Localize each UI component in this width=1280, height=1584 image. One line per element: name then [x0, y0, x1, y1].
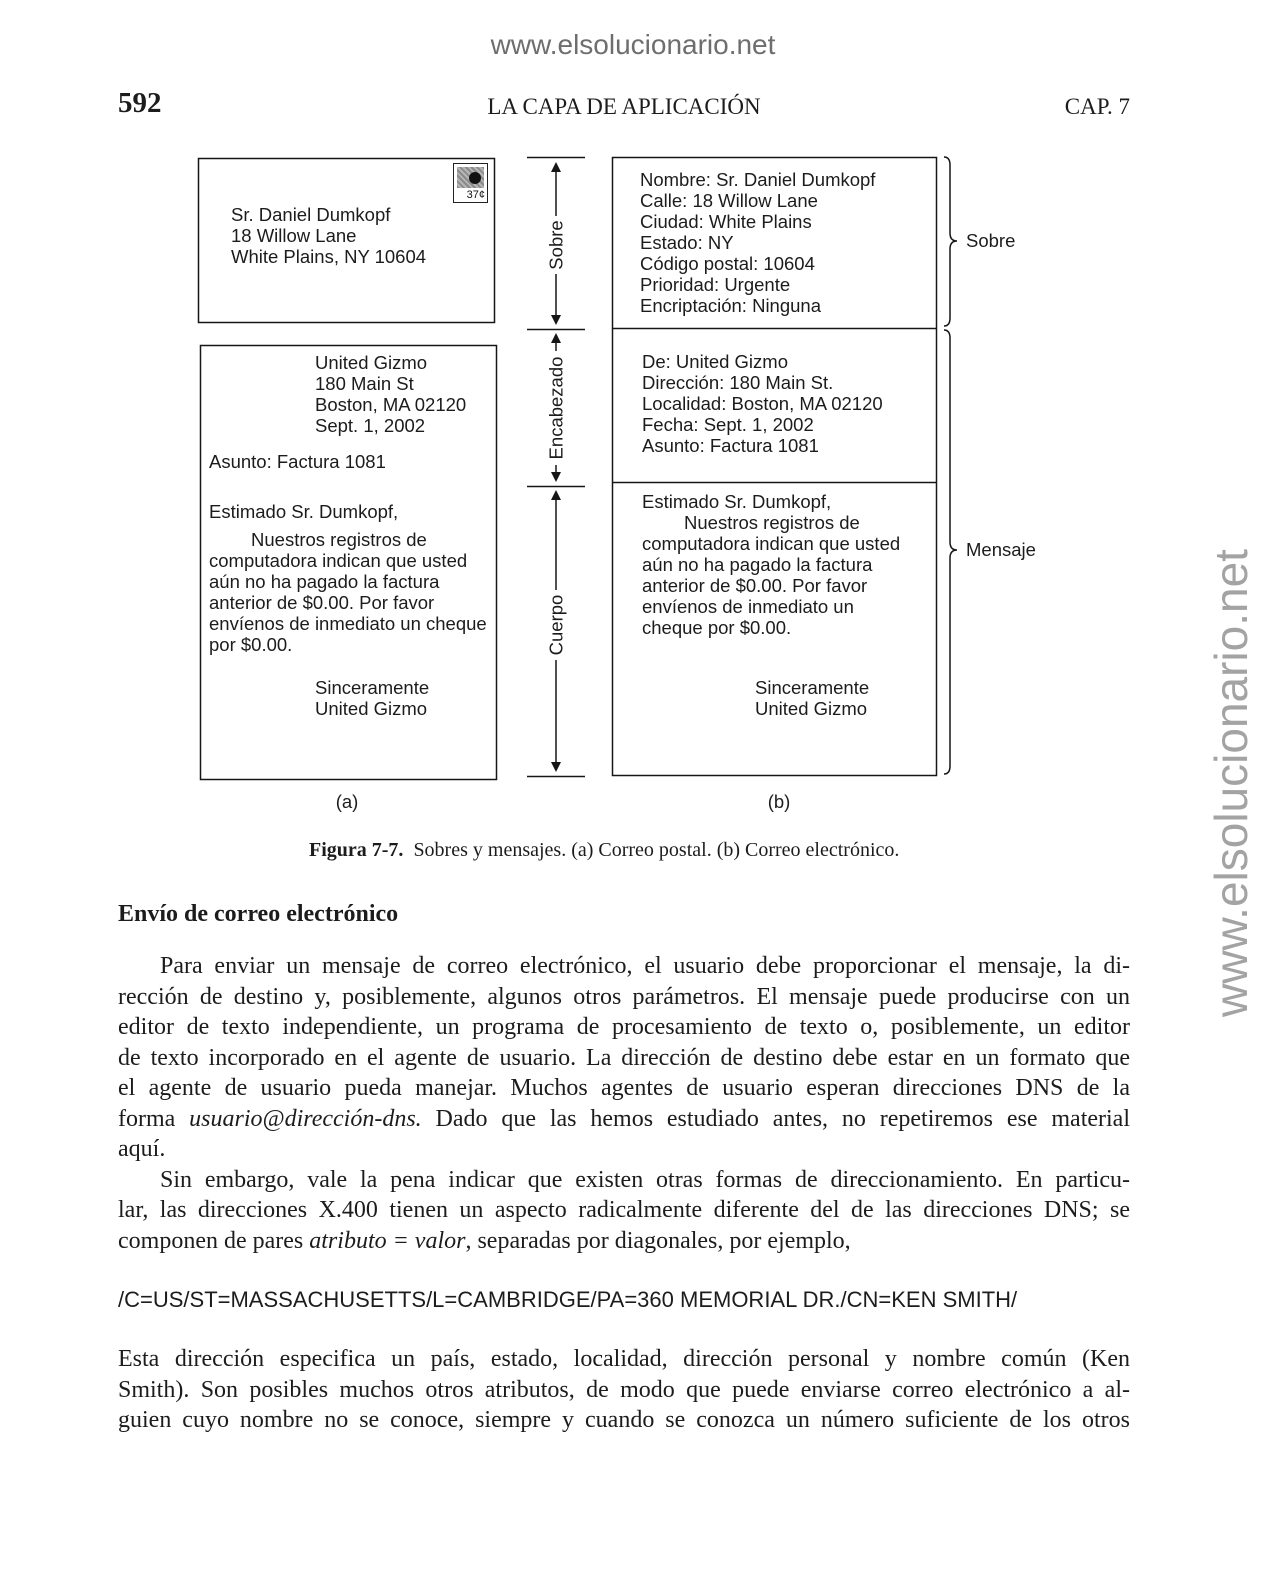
- text-line: Esta dirección especifica un país, estado, localidad, dirección personal y nombre común (Ken: [118, 1346, 1130, 1372]
- text-line: Sin embargo, vale la pena indicar que existen otras formas de direccionamiento. En particu-: [160, 1166, 1130, 1193]
- body-line: envíenos de inmediato un: [642, 596, 854, 617]
- subfigure-label-a: (a): [335, 791, 359, 812]
- body-line: aún no ha pagado la factura: [642, 554, 873, 575]
- caption-text: Sobres y mensajes. (a) Correo postal. (b) Correo electrónico.: [413, 839, 900, 861]
- envelope-field: Encriptación: Ninguna: [640, 295, 821, 316]
- text-line: guien cuyo nombre no se conoce, siempre y cuando se conozca un número suficiente de los otros: [118, 1407, 1130, 1433]
- body-line: anterior de $0.00. Por favor: [642, 575, 868, 596]
- email-greeting: Estimado Sr. Dumkopf,: [642, 491, 832, 512]
- header-field: Asunto: Factura 1081: [642, 435, 819, 456]
- example-x400-address: /C=US/ST=MASSACHUSETTS/L=CAMBRIDGE/PA=360 MEMORIAL DR./CN=KEN SMITH/: [118, 1287, 1018, 1312]
- envelope-field: Estado: NY: [640, 232, 734, 253]
- sender-line: Sept. 1, 2002: [315, 415, 426, 436]
- envelope-field: Código postal: 10604: [640, 253, 815, 274]
- emphasized-term: usuario@dirección-dns.: [189, 1105, 422, 1132]
- postal-sender-block: [315, 352, 466, 436]
- closing-line: United Gizmo: [755, 698, 868, 719]
- marker-label-body: Cuerpo: [545, 594, 567, 656]
- paragraph: [118, 951, 1130, 1165]
- text-segment: , separadas por diagonales, por ejemplo,: [465, 1227, 851, 1254]
- body-arrow-down: [551, 762, 561, 772]
- postal-closing: [315, 677, 429, 719]
- header-field: Localidad: Boston, MA 02120: [642, 393, 883, 414]
- header-field: Dirección: 180 Main St.: [642, 372, 834, 393]
- brace-label-envelope: Sobre: [966, 230, 1016, 251]
- email-envelope-fields: [640, 169, 875, 316]
- envelope-brace: [944, 157, 957, 326]
- stamp-picture: [457, 167, 484, 188]
- postal-subject: Asunto: Factura 1081: [209, 451, 386, 472]
- body-line: anterior de $0.00. Por favor: [209, 592, 435, 613]
- stamp-emblem-icon: [469, 172, 481, 184]
- text-line: aquí.: [118, 1136, 166, 1162]
- page-number: 592: [118, 87, 162, 119]
- figure-caption: [309, 838, 899, 862]
- body-arrow-up: [551, 490, 561, 500]
- envelope-arrow-down: [551, 315, 561, 325]
- envelope-field: Calle: 18 Willow Lane: [640, 190, 818, 211]
- marker-label-header: Encabezado: [545, 356, 567, 460]
- text-segment: componen de pares: [118, 1227, 310, 1254]
- postal-envelope-address: [231, 204, 426, 267]
- envelope-arrow-up: [551, 162, 561, 172]
- text-line: lar, las direcciones X.400 tienen un aspecto radicalmente diferente del de las direcciones DNS; se: [118, 1197, 1130, 1223]
- chapter-label: CAP. 7: [1064, 94, 1130, 119]
- email-body: [642, 512, 900, 638]
- text-segment: Dado que las hemos estudiado antes, no repetiremos ese material: [421, 1105, 1130, 1132]
- header-field: De: United Gizmo: [642, 351, 788, 372]
- body-line: envíenos de inmediato un cheque: [209, 613, 487, 634]
- text-line: [118, 1104, 1130, 1135]
- envelope-field: Nombre: Sr. Daniel Dumkopf: [640, 169, 876, 190]
- postal-body: [209, 529, 487, 655]
- subfigure-label-b: (b): [767, 791, 791, 812]
- header-field: Fecha: Sept. 1, 2002: [642, 414, 814, 435]
- text-line: Smith). Son posibles muchos otros atributos, de modo que puede enviarse correo electrónico a al-: [118, 1376, 1130, 1403]
- running-title: LA CAPA DE APLICACIÓN: [487, 94, 761, 119]
- emphasized-term: atributo = valor: [309, 1227, 466, 1254]
- body-line: computadora indican que usted: [642, 533, 901, 554]
- marker-label-envelope: Sobre: [545, 220, 567, 270]
- address-line: 18 Willow Lane: [231, 225, 357, 246]
- envelope-field: Ciudad: White Plains: [640, 211, 812, 232]
- closing-line: United Gizmo: [315, 698, 428, 719]
- message-brace: [944, 330, 957, 774]
- address-line: White Plains, NY 10604: [231, 246, 427, 267]
- sender-line: Boston, MA 02120: [315, 394, 467, 415]
- body-line: Nuestros registros de: [251, 529, 427, 550]
- brace-label-message: Mensaje: [966, 539, 1036, 560]
- paragraph: [118, 1344, 1130, 1436]
- body-line: cheque por $0.00.: [642, 617, 792, 638]
- text-line: rección de destino y, posiblemente, algunos otros parámetros. El mensaje puede producirse con un: [118, 983, 1130, 1010]
- text-line: el agente de usuario pueda manejar. Muchos agentes de usuario esperan direcciones DNS de la: [118, 1075, 1130, 1101]
- address-line: Sr. Daniel Dumkopf: [231, 204, 391, 225]
- postal-greeting: Estimado Sr. Dumkopf,: [209, 501, 399, 522]
- body-line: computadora indican que usted: [209, 550, 468, 571]
- text-line: editor de texto independiente, un programa de procesamiento de texto o, posiblemente, un editor: [118, 1014, 1130, 1040]
- closing-line: Sinceramente: [755, 677, 870, 698]
- closing-line: Sinceramente: [315, 677, 430, 698]
- text-line: [118, 1226, 1130, 1257]
- caption-number: Figura 7-7.: [309, 839, 404, 861]
- sender-line: 180 Main St: [315, 373, 414, 394]
- header-arrow-up: [551, 333, 561, 343]
- text-line: de texto incorporado en el agente de usuario. La dirección de destino debe estar en un formato que: [118, 1044, 1130, 1071]
- body-line: aún no ha pagado la factura: [209, 571, 440, 592]
- postage-stamp: [453, 163, 488, 203]
- envelope-field: Prioridad: Urgente: [640, 274, 791, 295]
- stamp-value: 37¢: [466, 189, 485, 201]
- watermark-top: www.elsolucionario.net: [490, 29, 776, 60]
- body-line: por $0.00.: [209, 634, 293, 655]
- watermark-side: www.elsolucionario.net: [1205, 549, 1257, 1017]
- section-heading: Envío de correo electrónico: [118, 901, 399, 927]
- paragraph: [118, 1165, 1130, 1257]
- sender-line: United Gizmo: [315, 352, 428, 373]
- email-header-fields: [642, 351, 883, 456]
- text-segment: forma: [118, 1105, 190, 1132]
- body-line: Nuestros registros de: [684, 512, 860, 533]
- text-line: Para enviar un mensaje de correo electrónico, el usuario debe proporcionar el mensaje, la di-: [160, 953, 1130, 979]
- email-closing: [755, 677, 869, 719]
- header-arrow-down: [551, 472, 561, 482]
